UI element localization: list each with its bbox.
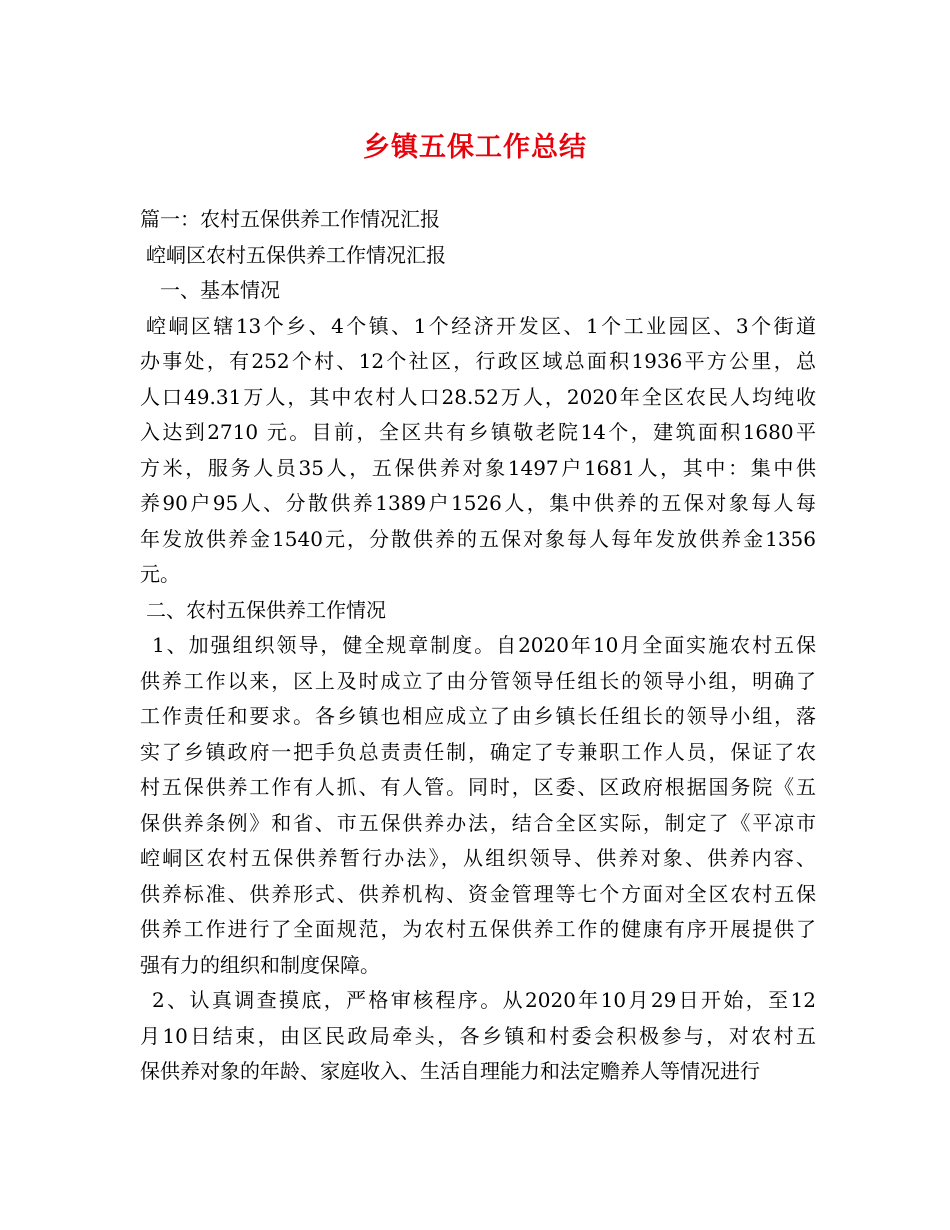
paragraph-line: 实了乡镇政府一把手负总责责任制，确定了专兼职工作人员，保证了农 [140,739,816,764]
paragraph-line: 保供养对象的年龄、家庭收入、生活自理能力和法定赡养人等情况进行 [140,1059,760,1083]
paragraph-line: 入达到2710 元。目前，全区共有乡镇敬老院14个，建筑面积1680平 [140,420,816,444]
paragraph-line: 供养工作进行了全面规范，为农村五保供养工作的健康有序开展提供了 [140,917,816,941]
paragraph-line: 养90户95人、分散供养1389户1526人，集中供养的五保对象每人每 [140,491,816,515]
paragraph-line: 办事处，有252个村、12个社区，行政区域总面积1936平方公里，总 [140,349,816,373]
paragraph-line: 供养工作以来，区上及时成立了由分管领导任组长的领导小组，明确了 [140,668,816,693]
paragraph-line: 崆峒区辖13个乡、4个镇、1个经济开发区、1个工业园区、3个街道 [146,313,816,338]
paragraph-line: 村五保供养工作有人抓、有人管。同时，区委、区政府根据国务院《五 [140,775,816,799]
paragraph-line: 1、加强组织领导，健全规章制度。自2020年10月全面实施农村五保 [152,633,816,657]
paragraph-line: 供养标准、供养形式、供养机构、资金管理等七个方面对全区农村五保 [140,881,816,906]
paragraph-basic-info [140,309,816,593]
paragraph-line: 月10日结束，由区民政局牵头，各乡镇和村委会积极参与，对农村五 [140,1023,816,1048]
section-heading-work: 二、农村五保供养工作情况 [146,597,386,622]
paragraph-line: 工作责任和要求。各乡镇也相应成立了由乡镇长任组长的领导小组，落 [140,704,816,728]
report-heading: 崆峒区农村五保供养工作情况汇报 [146,242,446,267]
paragraph-line: 2、认真调查摸底，严格审核程序。从2020年10月29日开始，至12 [152,988,816,1012]
document-title: 乡镇五保工作总结 [363,132,587,163]
paragraph-line: 人口49.31万人，其中农村人口28.52万人，2020年全区农民人均纯收 [140,384,816,409]
paragraph-investigation [140,983,816,1090]
paragraph-line: 强有力的组织和制度保障。 [140,952,380,977]
paragraph-line: 保供养条例》和省、市五保供养办法，结合全区实际，制定了《平凉市 [140,810,816,835]
document-body [140,202,816,1090]
paragraph-line: 崆峒区农村五保供养暂行办法》，从组织领导、供养对象、供养内容、 [140,846,816,870]
chapter-heading: 篇一：农村五保供养工作情况汇报 [140,207,440,231]
paragraph-line: 年发放供养金1540元，分散供养的五保对象每人每年发放供养金1356 [140,526,816,551]
paragraph-line: 元。 [140,562,180,586]
paragraph-organization [140,628,816,983]
section-heading-basic: 一、基本情况 [160,278,280,302]
paragraph-line: 方米，服务人员35人，五保供养对象1497户1681人，其中：集中供 [140,455,816,480]
